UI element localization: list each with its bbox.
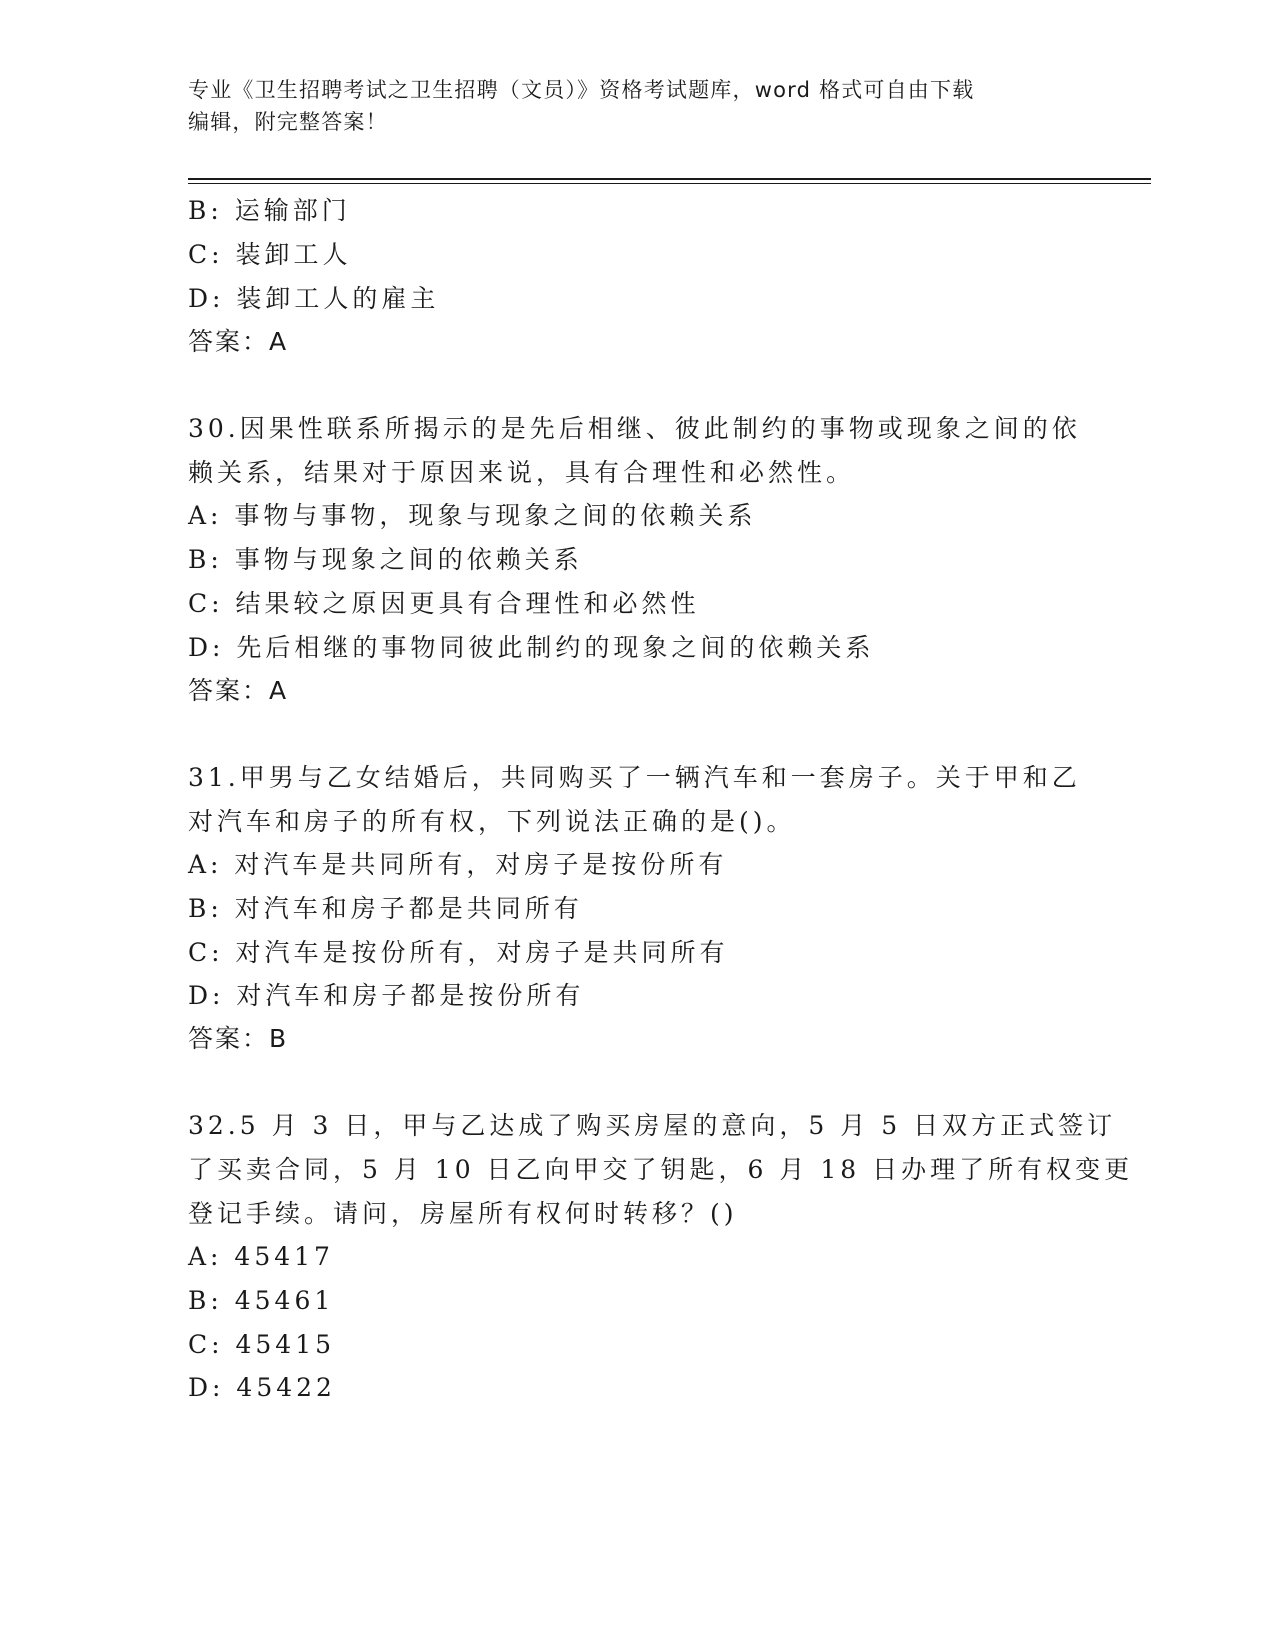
q31-stem-line-2: 对汽车和房子的所有权，下列说法正确的是()。 <box>188 807 796 836</box>
header-line-2: 编辑，附完整答案！ <box>188 110 388 134</box>
q29-option-c: C: 装卸工人 <box>188 240 352 269</box>
q30-option-b: B: 事物与现象之间的依赖关系 <box>188 545 583 574</box>
q29-option-d: D: 装卸工人的雇主 <box>188 284 440 313</box>
header-divider-thin <box>188 183 1151 184</box>
q32-option-d: D: 45422 <box>188 1373 336 1402</box>
q31-option-d: D: 对汽车和房子都是按份所有 <box>188 981 585 1010</box>
header-line-1: 专业《卫生招聘考试之卫生招聘（文员）》资格考试题库，word 格式可自由下载 <box>188 78 975 102</box>
q31-option-a: A: 对汽车是共同所有，对房子是按份所有 <box>188 850 728 879</box>
q31-answer: 答案：B <box>188 1024 289 1053</box>
q29-answer: 答案：A <box>188 327 289 356</box>
q32-option-b: B: 45461 <box>188 1286 335 1315</box>
q32-option-a: A: 45417 <box>188 1242 334 1271</box>
q29-option-b: B: 运输部门 <box>188 196 351 225</box>
q30-option-c: C: 结果较之原因更具有合理性和必然性 <box>188 589 700 618</box>
q32-stem-line-2: 了买卖合同，5 月 10 日乙向甲交了钥匙，6 月 18 日办理了所有权变更 <box>188 1155 1134 1184</box>
q31-option-b: B: 对汽车和房子都是共同所有 <box>188 894 583 923</box>
q30-stem-line-2: 赖关系，结果对于原因来说，具有合理性和必然性。 <box>188 458 856 487</box>
q30-option-a: A: 事物与事物，现象与现象之间的依赖关系 <box>188 501 757 530</box>
q32-option-c: C: 45415 <box>188 1330 336 1359</box>
q30-stem-line-1: 30.因果性联系所揭示的是先后相继、彼此制约的事物或现象之间的依 <box>188 414 1081 443</box>
q31-stem-line-1: 31.甲男与乙女结婚后，共同购买了一辆汽车和一套房子。关于甲和乙 <box>188 763 1081 792</box>
header-divider <box>188 178 1151 180</box>
q30-option-d: D: 先后相继的事物同彼此制约的现象之间的依赖关系 <box>188 633 875 662</box>
document-header <box>188 74 1078 138</box>
q31-option-c: C: 对汽车是按份所有，对房子是共同所有 <box>188 938 729 967</box>
q30-answer: 答案：A <box>188 676 289 705</box>
q32-stem-line-3: 登记手续。请问，房屋所有权何时转移？() <box>188 1199 738 1228</box>
q32-stem-line-1: 32.5 月 3 日，甲与乙达成了购买房屋的意向，5 月 5 日双方正式签订 <box>188 1111 1117 1140</box>
